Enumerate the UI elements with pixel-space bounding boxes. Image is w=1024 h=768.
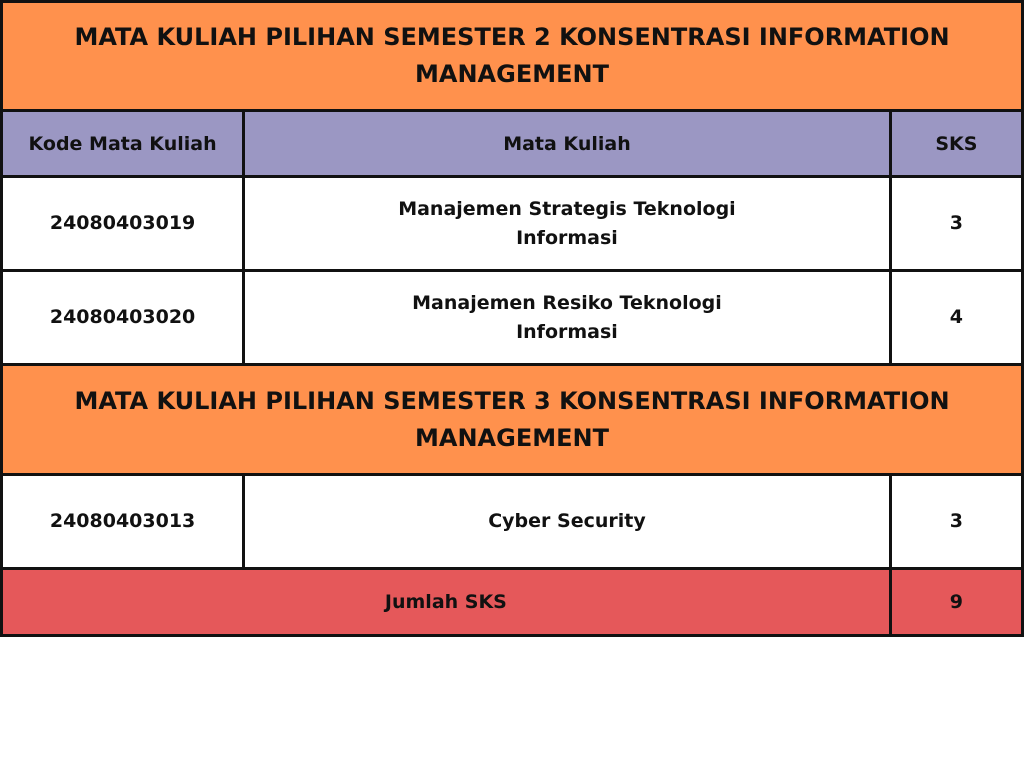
course-name-cell (244, 475, 891, 569)
course-code: 24080403019 (2, 177, 244, 271)
course-name: Cyber Security (488, 510, 646, 532)
course-sks: 3 (890, 177, 1022, 271)
column-header-course: Mata Kuliah (244, 111, 891, 177)
course-name-cell (244, 177, 891, 271)
total-row (2, 569, 1023, 636)
section-title-semester-3: MATA KULIAH PILIHAN SEMESTER 3 KONSENTRASI INFORMATION MANAGEMENT (2, 365, 1023, 475)
course-sks: 3 (890, 475, 1022, 569)
course-code: 24080403013 (2, 475, 244, 569)
table-row (2, 271, 1023, 365)
course-name: Manajemen Resiko Teknologi Informasi (412, 291, 722, 343)
section-title-semester-2: MATA KULIAH PILIHAN SEMESTER 2 KONSENTRASI INFORMATION MANAGEMENT (2, 2, 1023, 111)
course-sks: 4 (890, 271, 1022, 365)
course-name-cell (244, 271, 891, 365)
course-code: 24080403020 (2, 271, 244, 365)
column-header-sks: SKS (890, 111, 1022, 177)
total-value: 9 (890, 569, 1022, 636)
total-label: Jumlah SKS (2, 569, 891, 636)
table-row (2, 475, 1023, 569)
table-row (2, 177, 1023, 271)
column-header-row (2, 111, 1023, 177)
column-header-code: Kode Mata Kuliah (2, 111, 244, 177)
course-name: Manajemen Strategis Teknologi Informasi (398, 197, 736, 249)
section-header-row (2, 365, 1023, 475)
section-header-row (2, 2, 1023, 111)
